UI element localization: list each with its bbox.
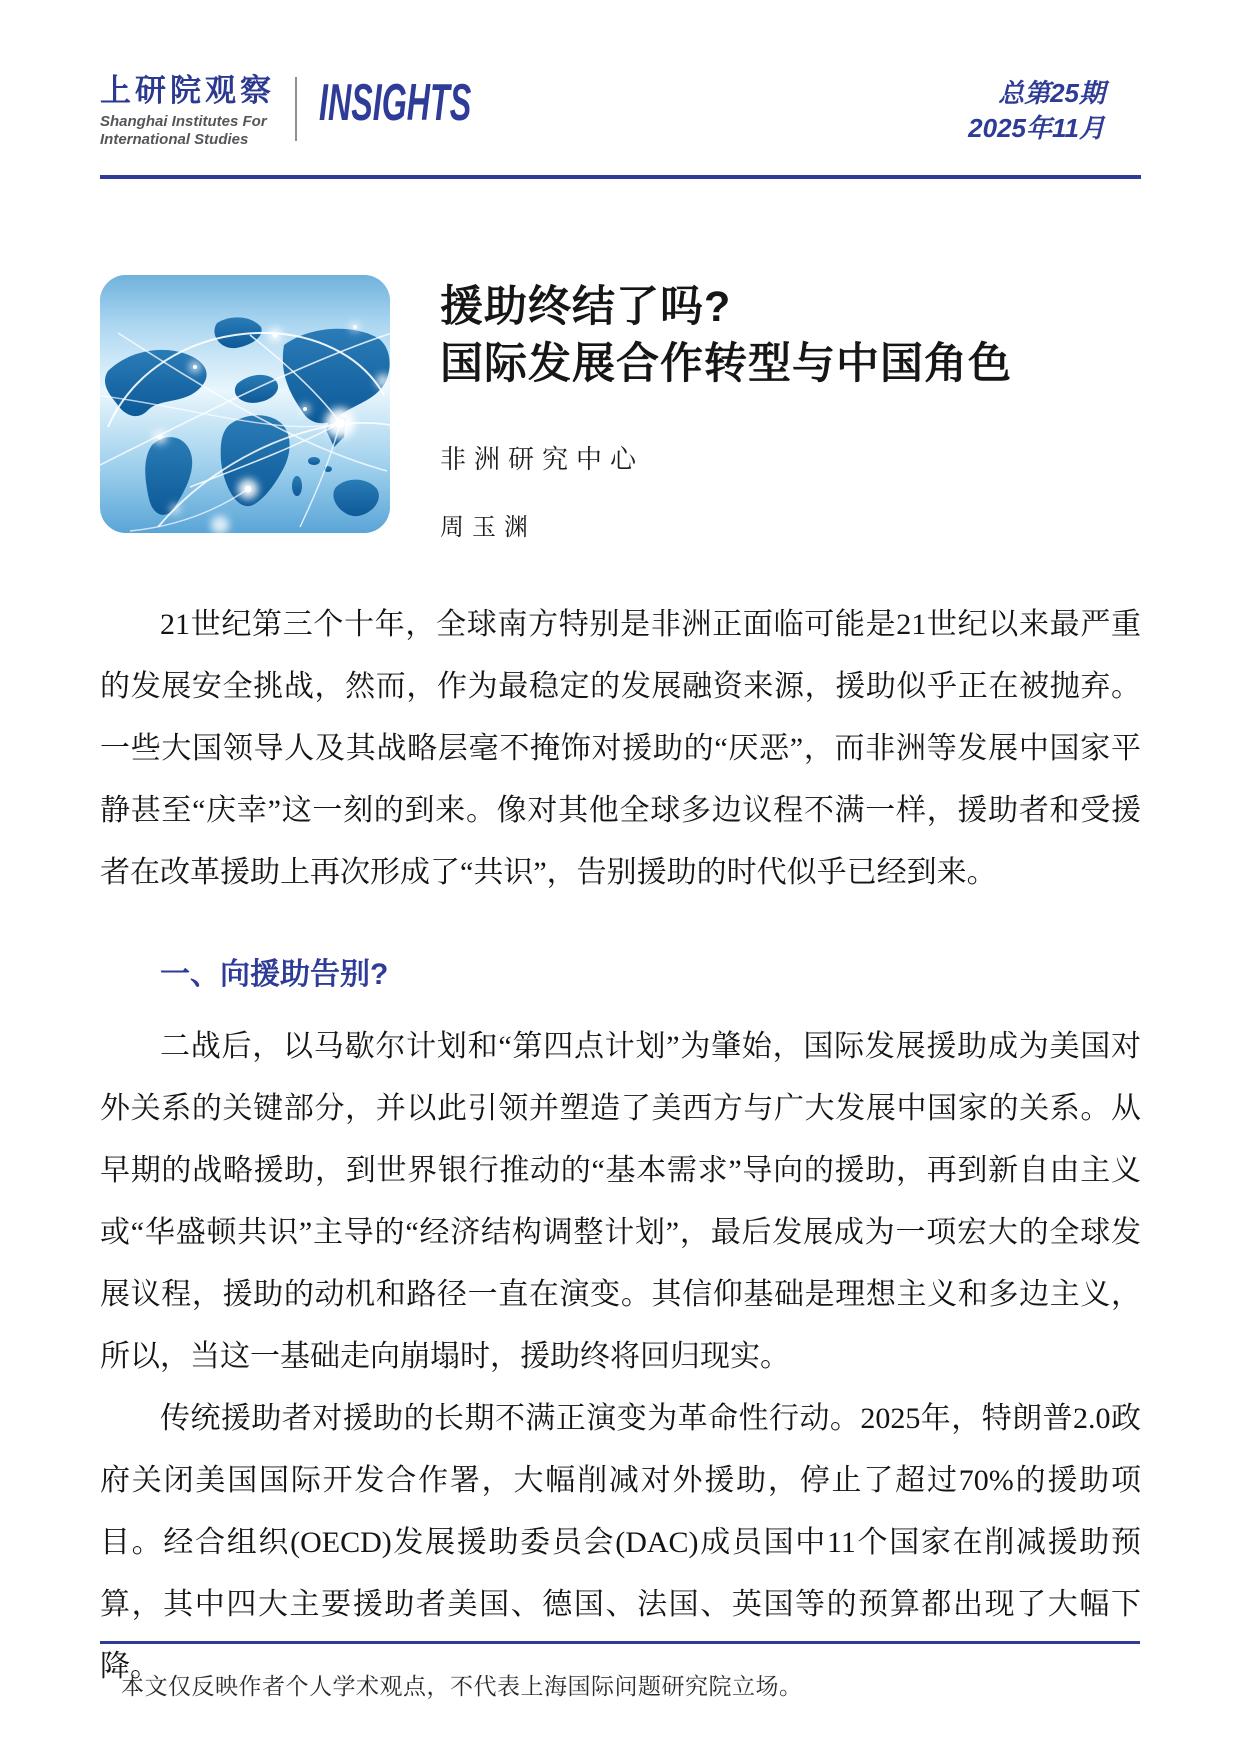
byline-organization: 非洲研究中心 xyxy=(440,445,645,475)
logo-english-line2: International Studies xyxy=(100,131,249,148)
logo-english-line1: Shanghai Institutes For xyxy=(100,113,267,130)
feature-text xyxy=(440,275,1012,542)
feature-block xyxy=(100,275,1141,542)
article-title-line2: 国际发展合作转型与中国角色 xyxy=(440,340,1012,388)
logo-divider xyxy=(295,77,297,141)
header-rule xyxy=(100,175,1141,179)
section-heading-1: 一、向援助告别? xyxy=(160,958,389,991)
logo-chinese-text: 上研院观察 xyxy=(100,73,275,109)
footer-rule xyxy=(100,1641,1140,1644)
masthead-title: INSIGHTS xyxy=(319,74,472,132)
logo-english-text xyxy=(100,113,275,149)
article-body xyxy=(100,594,1141,1698)
issue-info xyxy=(968,76,1141,146)
article-title-line1: 援助终结了吗? xyxy=(440,283,732,331)
issue-date: 2025年11月 xyxy=(968,113,1105,143)
paragraph-current: 传统援助者对援助的长期不满正演变为革命性行动。2025年，特朗普2.0政府关闭美国国际开发合作署，大幅削减对外援助，停止了超过70%的援助项目。经合组织(OECD)发展援助委员会(DAC)成员国中11个国家在削减援助预算，其中四大主要援助者美国、德国、法国、英国等的预算都出现了大幅下降。 xyxy=(100,1402,1141,1683)
siis-logo xyxy=(100,73,275,149)
article-title xyxy=(440,279,1012,393)
issue-number: 总第25期 xyxy=(998,78,1105,108)
byline-author: 周玉渊 xyxy=(440,513,536,541)
paragraph-history: 二战后，以马歇尔计划和“第四点计划”为肇始，国际发展援助成为美国对外关系的关键部分，并以此引领并塑造了美西方与广大发展中国家的关系。从早期的战略援助，到世界银行推动的“基本需求”导向的援助，再到新自由主义或“华盛顿共识”主导的“经济结构调整计划”，最后发展成为一项宏大的全球发展议程，援助的动机和路径一直在演变。其信仰基础是理想主义和多边主义，所以，当这一基础走向崩塌时，援助终将回归现实。 xyxy=(100,1030,1141,1373)
world-map-image xyxy=(100,275,390,533)
footer-disclaimer: 本文仅反映作者个人学术观点，不代表上海国际问题研究院立场。 xyxy=(121,1673,803,1699)
world-map-network-graphic xyxy=(100,275,390,533)
paragraph-intro: 21世纪第三个十年，全球南方特别是非洲正面临可能是21世纪以来最严重的发展安全挑战，然而，作为最稳定的发展融资来源，援助似乎正在被抛弃。一些大国领导人及其战略层毫不掩饰对援助的“厌恶”，而非洲等发展中国家平静甚至“庆幸”这一刻的到来。像对其他全球多边议程不满一样，援助者和受援者在改革援助上再次形成了“共识”，告别援助的时代似乎已经到来。 xyxy=(100,608,1141,889)
masthead xyxy=(100,0,1141,149)
